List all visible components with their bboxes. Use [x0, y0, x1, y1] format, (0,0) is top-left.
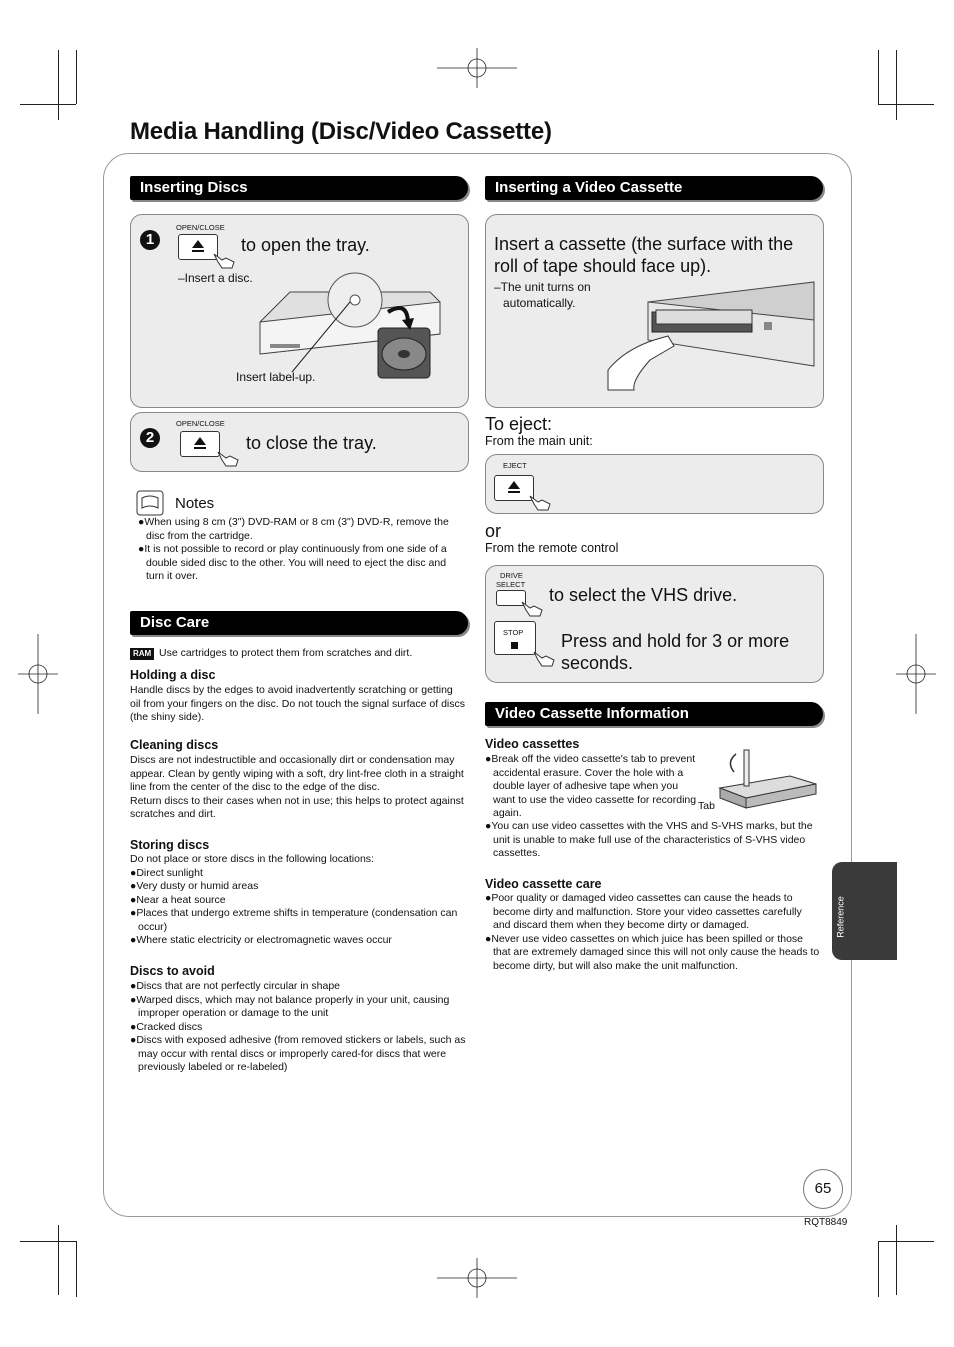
holding-title: Holding a disc — [130, 668, 216, 682]
dvd-recorder-illustration — [250, 262, 450, 382]
notes-item: ●When using 8 cm (3") DVD-RAM or 8 cm (3") DVD-R, remove the disc from the cartridge. — [138, 516, 449, 542]
doc-code: RQT8849 — [804, 1217, 848, 1228]
avoid-item: ●Warped discs, which may not balance properly in your unit, causing improper operation or damage to the unit — [130, 993, 450, 1019]
stop-label: STOP — [503, 628, 524, 637]
cleaning-text-2: Return discs to their cases when not in use; this helps to protect against scratches and dirt. — [130, 794, 464, 820]
section-header-inserting-discs: Inserting Discs — [130, 176, 468, 200]
step1-instruction: to open the tray. — [241, 235, 370, 255]
reference-side-tab — [832, 862, 897, 960]
vc-cassettes-item-1: ●Break off the video cassette's tab to prevent accidental erasure. Cover the hole with a double layer of adhesive tape when you want to use the video cassette for recording again. — [485, 753, 697, 819]
hand-pointer-icon — [520, 598, 546, 618]
cassette-sub-2: automatically. — [503, 296, 576, 310]
hand-pointer-icon — [528, 492, 554, 512]
avoid-list — [130, 980, 470, 1075]
storing-intro: Do not place or store discs in the following locations: — [130, 853, 374, 865]
from-main-unit: From the main unit: — [485, 434, 593, 448]
crop-mark — [20, 1241, 76, 1242]
step-number-1: 1 — [140, 230, 160, 250]
vcr-cassette-illustration — [604, 280, 816, 392]
from-remote: From the remote control — [485, 541, 619, 555]
crop-mark — [76, 50, 77, 104]
cassette-sub-1: –The unit turns on — [494, 280, 591, 294]
page-title: Media Handling (Disc/Video Cassette) — [130, 118, 552, 145]
avoid-title: Discs to avoid — [130, 964, 215, 978]
stop-icon — [511, 642, 518, 649]
section-header-disc-care: Disc Care — [130, 611, 468, 635]
eject-icon — [194, 437, 206, 445]
storing-item: ●Places that undergo extreme shifts in temperature (condensation can occur) — [130, 907, 458, 933]
cleaning-text-1: Discs are not indestructible and occasionally dirt or condensation may appear. Clean by gently wiping with a soft, dry lint-free cloth in a straight line from the center of the disc to the edge of the disc. — [130, 754, 464, 793]
drive-select-instruction: to select the VHS drive. — [549, 585, 738, 605]
open-close-label-2: OPEN/CLOSE — [176, 419, 225, 428]
stop-instruction: Press and hold for 3 or more seconds. — [561, 631, 790, 673]
storing-item: ●Near a heat source — [130, 893, 226, 906]
eject-icon — [192, 240, 204, 248]
ram-text: Use cartridges to protect them from scratches and dirt. — [159, 647, 413, 659]
avoid-item: ●Discs with exposed adhesive (from removed stickers or labels, such as may occur with rental discs or improperly cared-for discs that were previously labeled or re-labeled) — [130, 1034, 466, 1073]
storing-title: Storing discs — [130, 838, 210, 852]
vc-care-item: ●Poor quality or damaged video cassettes can cause the heads to become dirty and malfunction. Store your video cassettes carefully and discard them when they become dirty or damaged. — [485, 892, 802, 931]
notes-title: Notes — [175, 495, 215, 512]
open-close-label: OPEN/CLOSE — [176, 223, 225, 232]
storing-item: ●Where static electricity or electromagnetic waves occur — [130, 934, 392, 946]
crop-mark — [76, 1241, 77, 1297]
page-number: 65 — [803, 1169, 843, 1209]
reference-label: Reference — [835, 896, 846, 938]
step-number-2: 2 — [140, 428, 160, 448]
avoid-item: ●Discs that are not perfectly circular in shape — [130, 980, 341, 992]
notes-icon — [136, 490, 164, 516]
storing-item: ●Very dusty or humid areas — [130, 880, 259, 892]
crop-mark — [878, 50, 879, 104]
eject-icon — [508, 481, 520, 489]
cassette-insert-instruction: Insert a cassette (the surface with the roll of tape should face up). — [494, 234, 794, 276]
eject-label: EJECT — [503, 461, 527, 470]
stop-button[interactable] — [494, 621, 536, 655]
hand-pointer-icon — [216, 448, 242, 468]
vc-care-item: ●Never use video cassettes on which juice has been spilled or those that are extremely damaged since this will not only cause the heads to become dirty, but will also make the unit malfunction. — [485, 932, 820, 972]
vc-cassettes-title: Video cassettes — [485, 737, 580, 751]
to-eject-title: To eject: — [485, 414, 553, 434]
section-header-vc-info: Video Cassette Information — [485, 702, 823, 726]
crop-mark — [878, 1241, 879, 1297]
vc-care-title: Video cassette care — [485, 877, 602, 891]
registration-mark — [437, 48, 517, 88]
avoid-item: ●Cracked discs — [130, 1020, 203, 1033]
crop-mark — [896, 1225, 897, 1295]
vc-cassettes-item-2: ●You can use video cassettes with the VHS and S-VHS marks, but the unit is unable to make full use of the characteristics of S-VHS video cassettes. — [485, 820, 813, 859]
or-label: or — [485, 521, 502, 541]
registration-mark — [437, 1258, 517, 1298]
step1-sub: –Insert a disc. — [178, 271, 253, 285]
crop-mark — [878, 104, 934, 105]
holding-text: Handle discs by the edges to avoid inadvertently scratching or getting oil from your fingers on the disc. Do not touch the signal surface of discs (the shiny side). — [130, 684, 466, 723]
crop-mark — [878, 1241, 934, 1242]
crop-mark — [58, 1225, 59, 1295]
step2-instruction: to close the tray. — [246, 433, 377, 453]
open-close-button-2[interactable] — [180, 431, 220, 457]
crop-mark — [896, 50, 897, 120]
insert-label-caption: Insert label-up. — [236, 370, 316, 384]
storing-list — [130, 853, 470, 948]
notes-list — [138, 516, 458, 584]
hand-pointer-icon — [532, 648, 558, 668]
hand-pointer-icon — [212, 250, 238, 270]
section-header-inserting-cassette: Inserting a Video Cassette — [485, 176, 823, 200]
vc-care-list — [485, 892, 820, 973]
crop-mark — [58, 50, 59, 120]
drive-select-label-1: DRIVE — [500, 571, 523, 580]
cleaning-text — [130, 754, 470, 822]
crop-mark — [20, 104, 76, 105]
ram-badge: RAM — [130, 648, 154, 660]
cassette-tab-illustration — [710, 748, 820, 812]
cleaning-title: Cleaning discs — [130, 738, 219, 752]
drive-select-label-2: SELECT — [496, 580, 526, 589]
tab-label: Tab — [698, 800, 715, 812]
registration-mark — [18, 634, 58, 714]
storing-item: ●Direct sunlight — [130, 866, 203, 879]
notes-item: ●It is not possible to record or play continuously from one side of a double sided disc to the other. You will need to eject the disc and turn it over. — [138, 543, 447, 582]
registration-mark — [896, 634, 936, 714]
